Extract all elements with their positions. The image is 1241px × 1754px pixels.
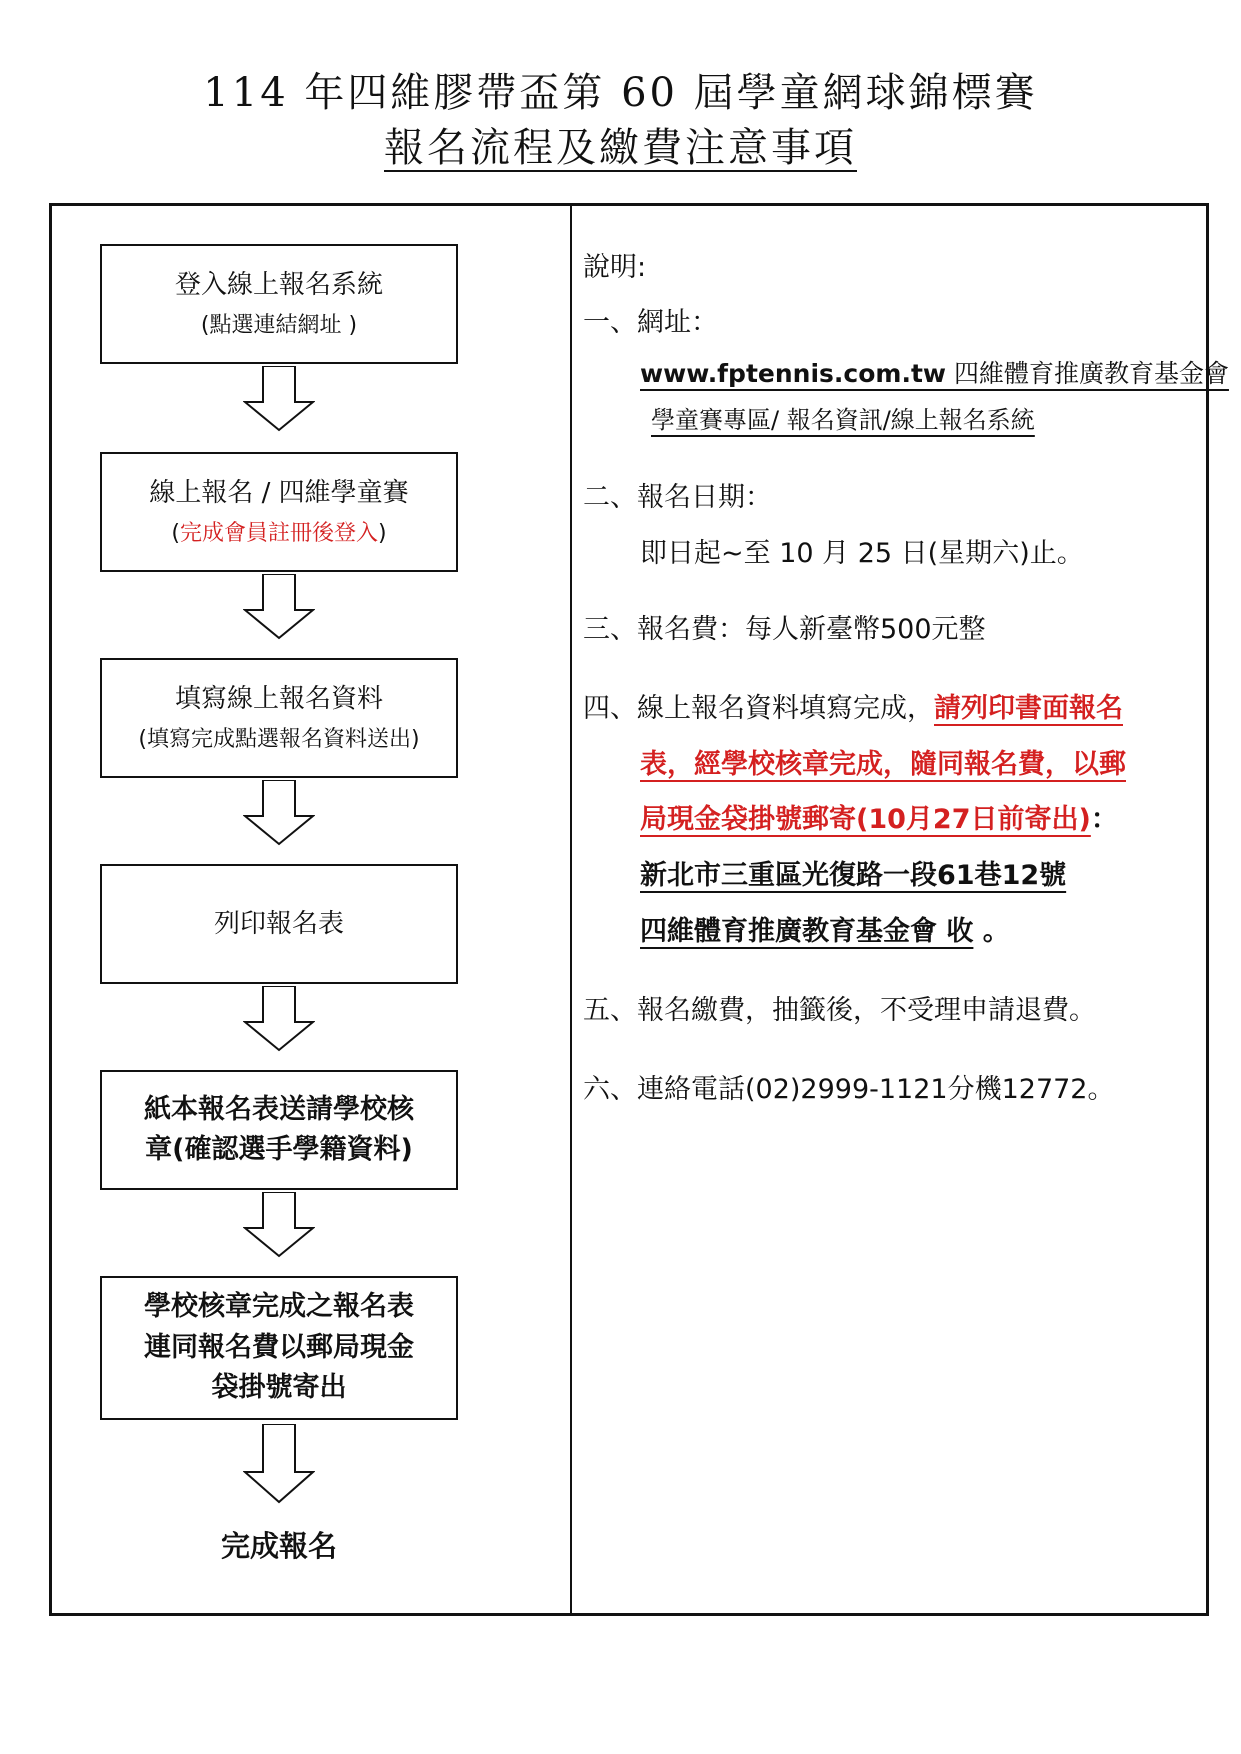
flow-step-mail-line1: 學校核章完成之報名表: [144, 1291, 414, 1323]
flow-step-register-main: 線上報名 / 四維學童賽: [149, 478, 409, 508]
notes-heading: 說明:: [583, 252, 647, 283]
mailing-recipient: 四維體育推廣教育基金會 收 。: [640, 916, 1010, 947]
mailing-address: 新北市三重區光復路一段61巷12號: [640, 860, 1067, 891]
note-2-label: 二、報名日期：: [583, 482, 772, 513]
document-subtitle: 報名流程及繳費注意事項: [384, 125, 857, 171]
flow-step-mail: [100, 1276, 458, 1420]
note-1-path: 學童賽專區/ 報名資訊/線上報名系統: [651, 406, 1035, 434]
flow-arrow-down-icon: [243, 986, 315, 1052]
flow-complete-label: 完成報名: [220, 1529, 337, 1563]
flow-step-mail-line3: 袋掛號寄出: [211, 1372, 347, 1404]
flow-step-fill-form-main: 填寫線上報名資料: [174, 684, 383, 714]
flow-step-school-stamp-line1: 紙本報名表送請學校核: [144, 1093, 414, 1125]
note-3-fee: 三、報名費：每人新臺幣500元整: [583, 614, 986, 645]
flow-step-print: [100, 864, 458, 984]
note-4-line3: 局現金袋掛號郵寄(10月27日前寄出)：: [640, 804, 1118, 835]
flow-arrow-down-icon: [243, 780, 315, 846]
flow-step-print-main: 列印報名表: [213, 908, 344, 939]
flow-step-login: [100, 244, 458, 364]
flow-step-fill-form: [100, 658, 458, 778]
flow-arrow-down-icon: [243, 1424, 315, 1504]
flow-step-school-stamp-line2: 章(確認選手學籍資料): [145, 1134, 413, 1165]
note-6-phone: 六、連絡電話(02)2999-1121分機12772。: [583, 1074, 1115, 1105]
flow-step-fill-form-sub: (填寫完成點選報名資料送出): [138, 727, 420, 752]
document-title: 114 年四維膠帶盃第 60 屆學童網球錦標賽: [203, 70, 1038, 116]
note-2-value: 即日起~至 10 月 25 日(星期六)止。: [640, 538, 1084, 569]
note-5-refund: 五、報名繳費，抽籤後，不受理申請退費。: [583, 995, 1096, 1026]
note-1-url-line: [640, 361, 1229, 386]
note-4-line2: 表，經學校核章完成，隨同報名費，以郵: [640, 749, 1126, 780]
flow-arrow-down-icon: [243, 1192, 315, 1258]
flow-arrow-down-icon: [243, 574, 315, 640]
flow-step-register-sub: (完成會員註冊後登入): [171, 521, 387, 546]
website-link[interactable]: www.fptennis.com.tw 四維體育推廣教育基金會: [640, 359, 1229, 388]
flow-step-school-stamp: [100, 1070, 458, 1190]
flow-step-login-sub: (點選連結網址 ): [200, 313, 358, 338]
note-1-label: 一、網址：: [583, 307, 718, 338]
note-4-line1: 四、線上報名資料填寫完成，請列印書面報名: [583, 693, 1123, 724]
column-divider: [570, 203, 572, 1616]
flow-step-register: [100, 452, 458, 572]
flow-arrow-down-icon: [243, 366, 315, 432]
flow-step-login-main: 登入線上報名系統: [174, 270, 383, 300]
flow-step-mail-line2: 連同報名費以郵局現金: [144, 1331, 414, 1363]
